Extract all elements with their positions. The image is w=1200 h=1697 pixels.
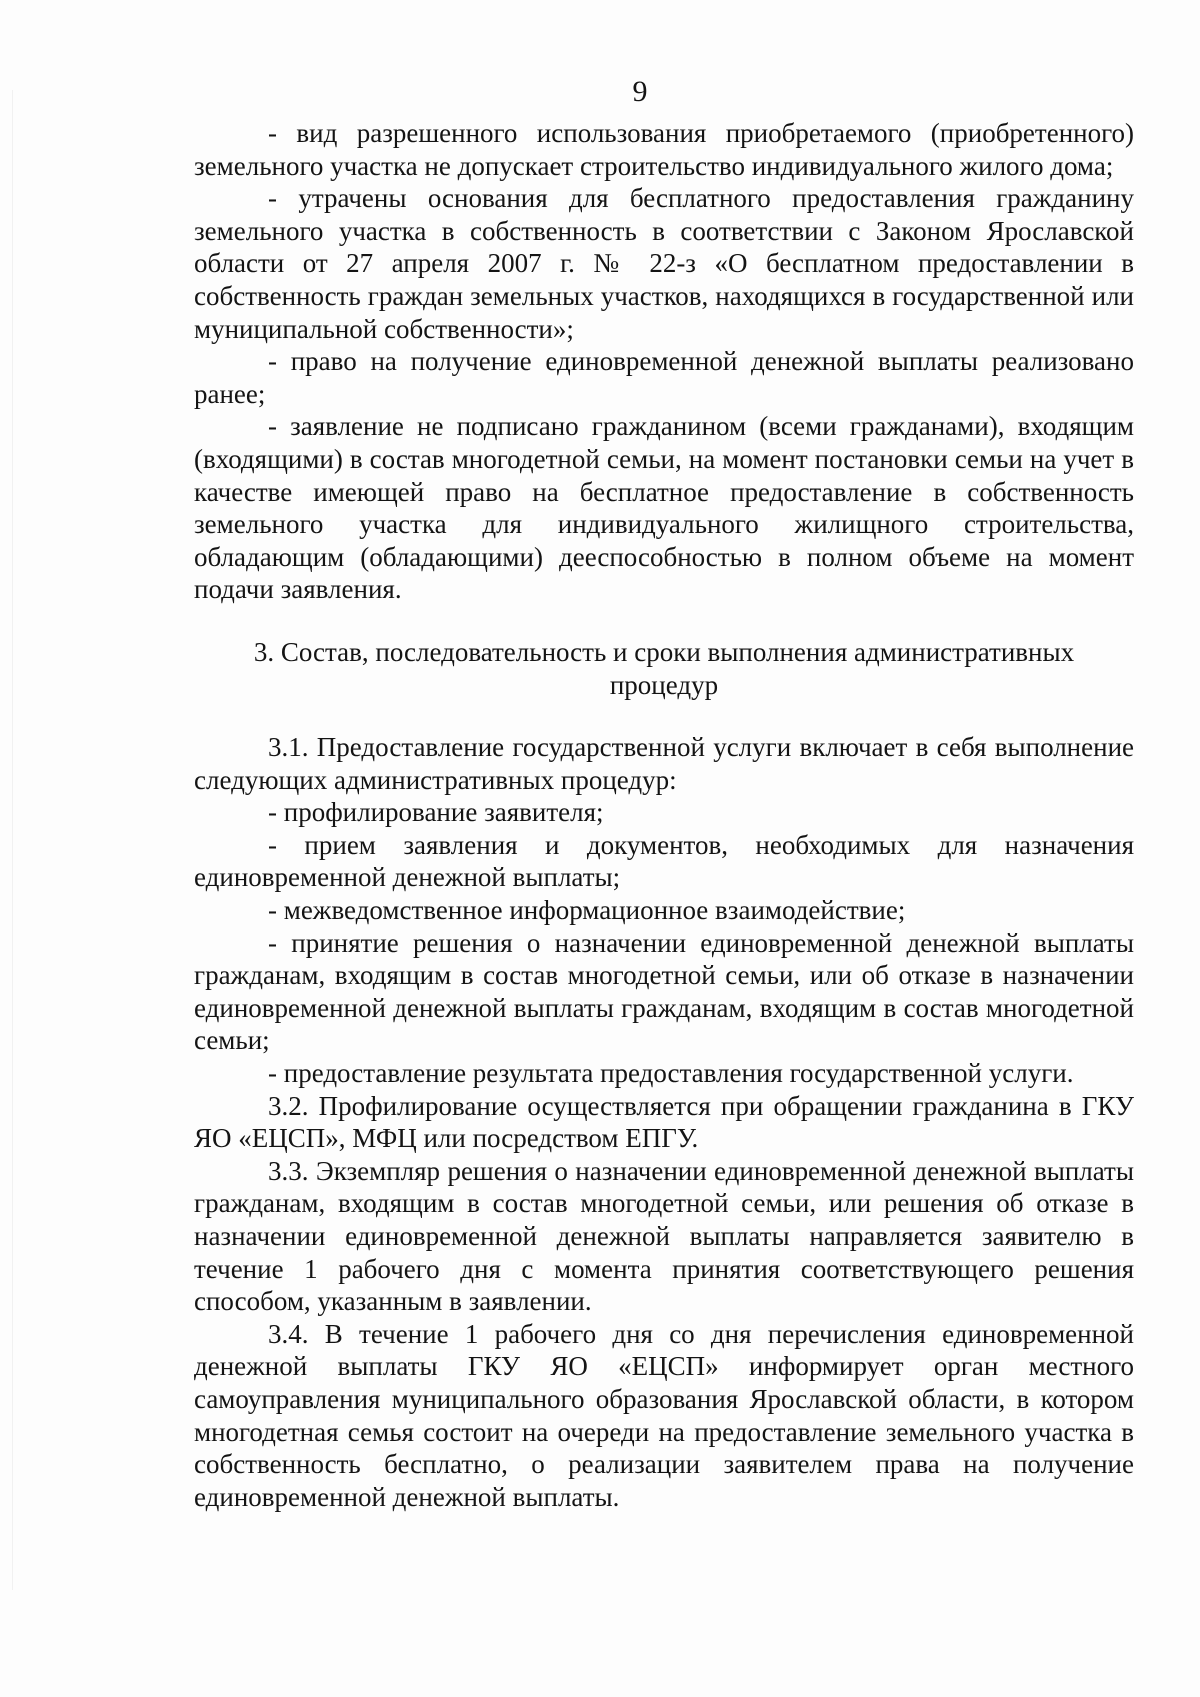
paragraph-before-4: - заявление не подписано гражданином (всеми гражданами), входящим (входящими) в состав многодетной семьи, на момент постановки семьи на учет в качестве имеющей право на бесплатное предоставление в собственность земельного участка для индивидуального жилищного строительства, обладающим (обладающими) дееспособностью в полном объеме на момент подачи заявления. — [194, 411, 1134, 605]
paragraph-before-3: - право на получение единовременной денежной выплаты реализовано ранее; — [194, 346, 1134, 409]
paragraph-before-2: - утрачены основания для бесплатного предоставления гражданину земельного участка в собственность в соответствии с Законом Ярославской области от 27 апреля 2007 г. № 22-з «О бесплатном предоставлении в собственность граждан земельных участков, находящихся в государственной или муниципальной собственности»; — [194, 183, 1134, 344]
paragraph-after-4: - межведомственное информационное взаимодействие; — [268, 895, 906, 926]
paragraph-after-6: - предоставление результата предоставления государственной услуги. — [268, 1058, 1074, 1089]
document-body — [194, 117, 1134, 1513]
paragraph-after-5: - принятие решения о назначении единовременной денежной выплаты гражданам, входящим в состав многодетной семьи, или об отказе в назначении единовременной денежной выплаты гражданам, входящим в состав многодетной семьи; — [194, 927, 1134, 1056]
paragraph-after-1: 3.1. Предоставление государственной услуги включает в себя выполнение следующих административных процедур: — [194, 732, 1134, 795]
paragraph-before-1: - вид разрешенного использования приобретаемого (приобретенного) земельного участка не допускает строительство индивидуального жилого дома; — [194, 118, 1134, 181]
scan-edge-mark — [12, 90, 13, 1590]
paragraph-after-3: - прием заявления и документов, необходимых для назначения единовременной денежной выплаты; — [194, 829, 1134, 893]
paragraph-after-9: 3.4. В течение 1 рабочего дня со дня перечисления единовременной денежной выплаты ГКУ ЯО «ЕЦСП» информирует орган местного самоуправления муниципального образования Ярославской области, в котором многодетная семья состоит на очереди на предоставление земельного участка в собственность бесплатно, о реализации заявителем права на получение единовременной денежной выплаты. — [194, 1318, 1134, 1512]
page-number: 9 — [632, 75, 648, 108]
paragraph-after-8: 3.3. Экземпляр решения о назначении единовременной денежной выплаты гражданам, входящим в состав многодетной семьи, или решения об отказе в назначении единовременной денежной выплаты направляется заявителю в течение 1 рабочего дня с момента принятия соответствующего решения способом, указанным в заявлении. — [194, 1155, 1134, 1317]
paragraph-after-7: 3.2. Профилирование осуществляется при обращении гражданина в ГКУ ЯО «ЕЦСП», МФЦ или посредством ЕПГУ. — [194, 1090, 1134, 1154]
paragraph-after-2: - профилирование заявителя; — [268, 797, 604, 828]
section-heading: 3. Состав, последовательность и сроки выполнения административных процедур — [253, 636, 1075, 700]
